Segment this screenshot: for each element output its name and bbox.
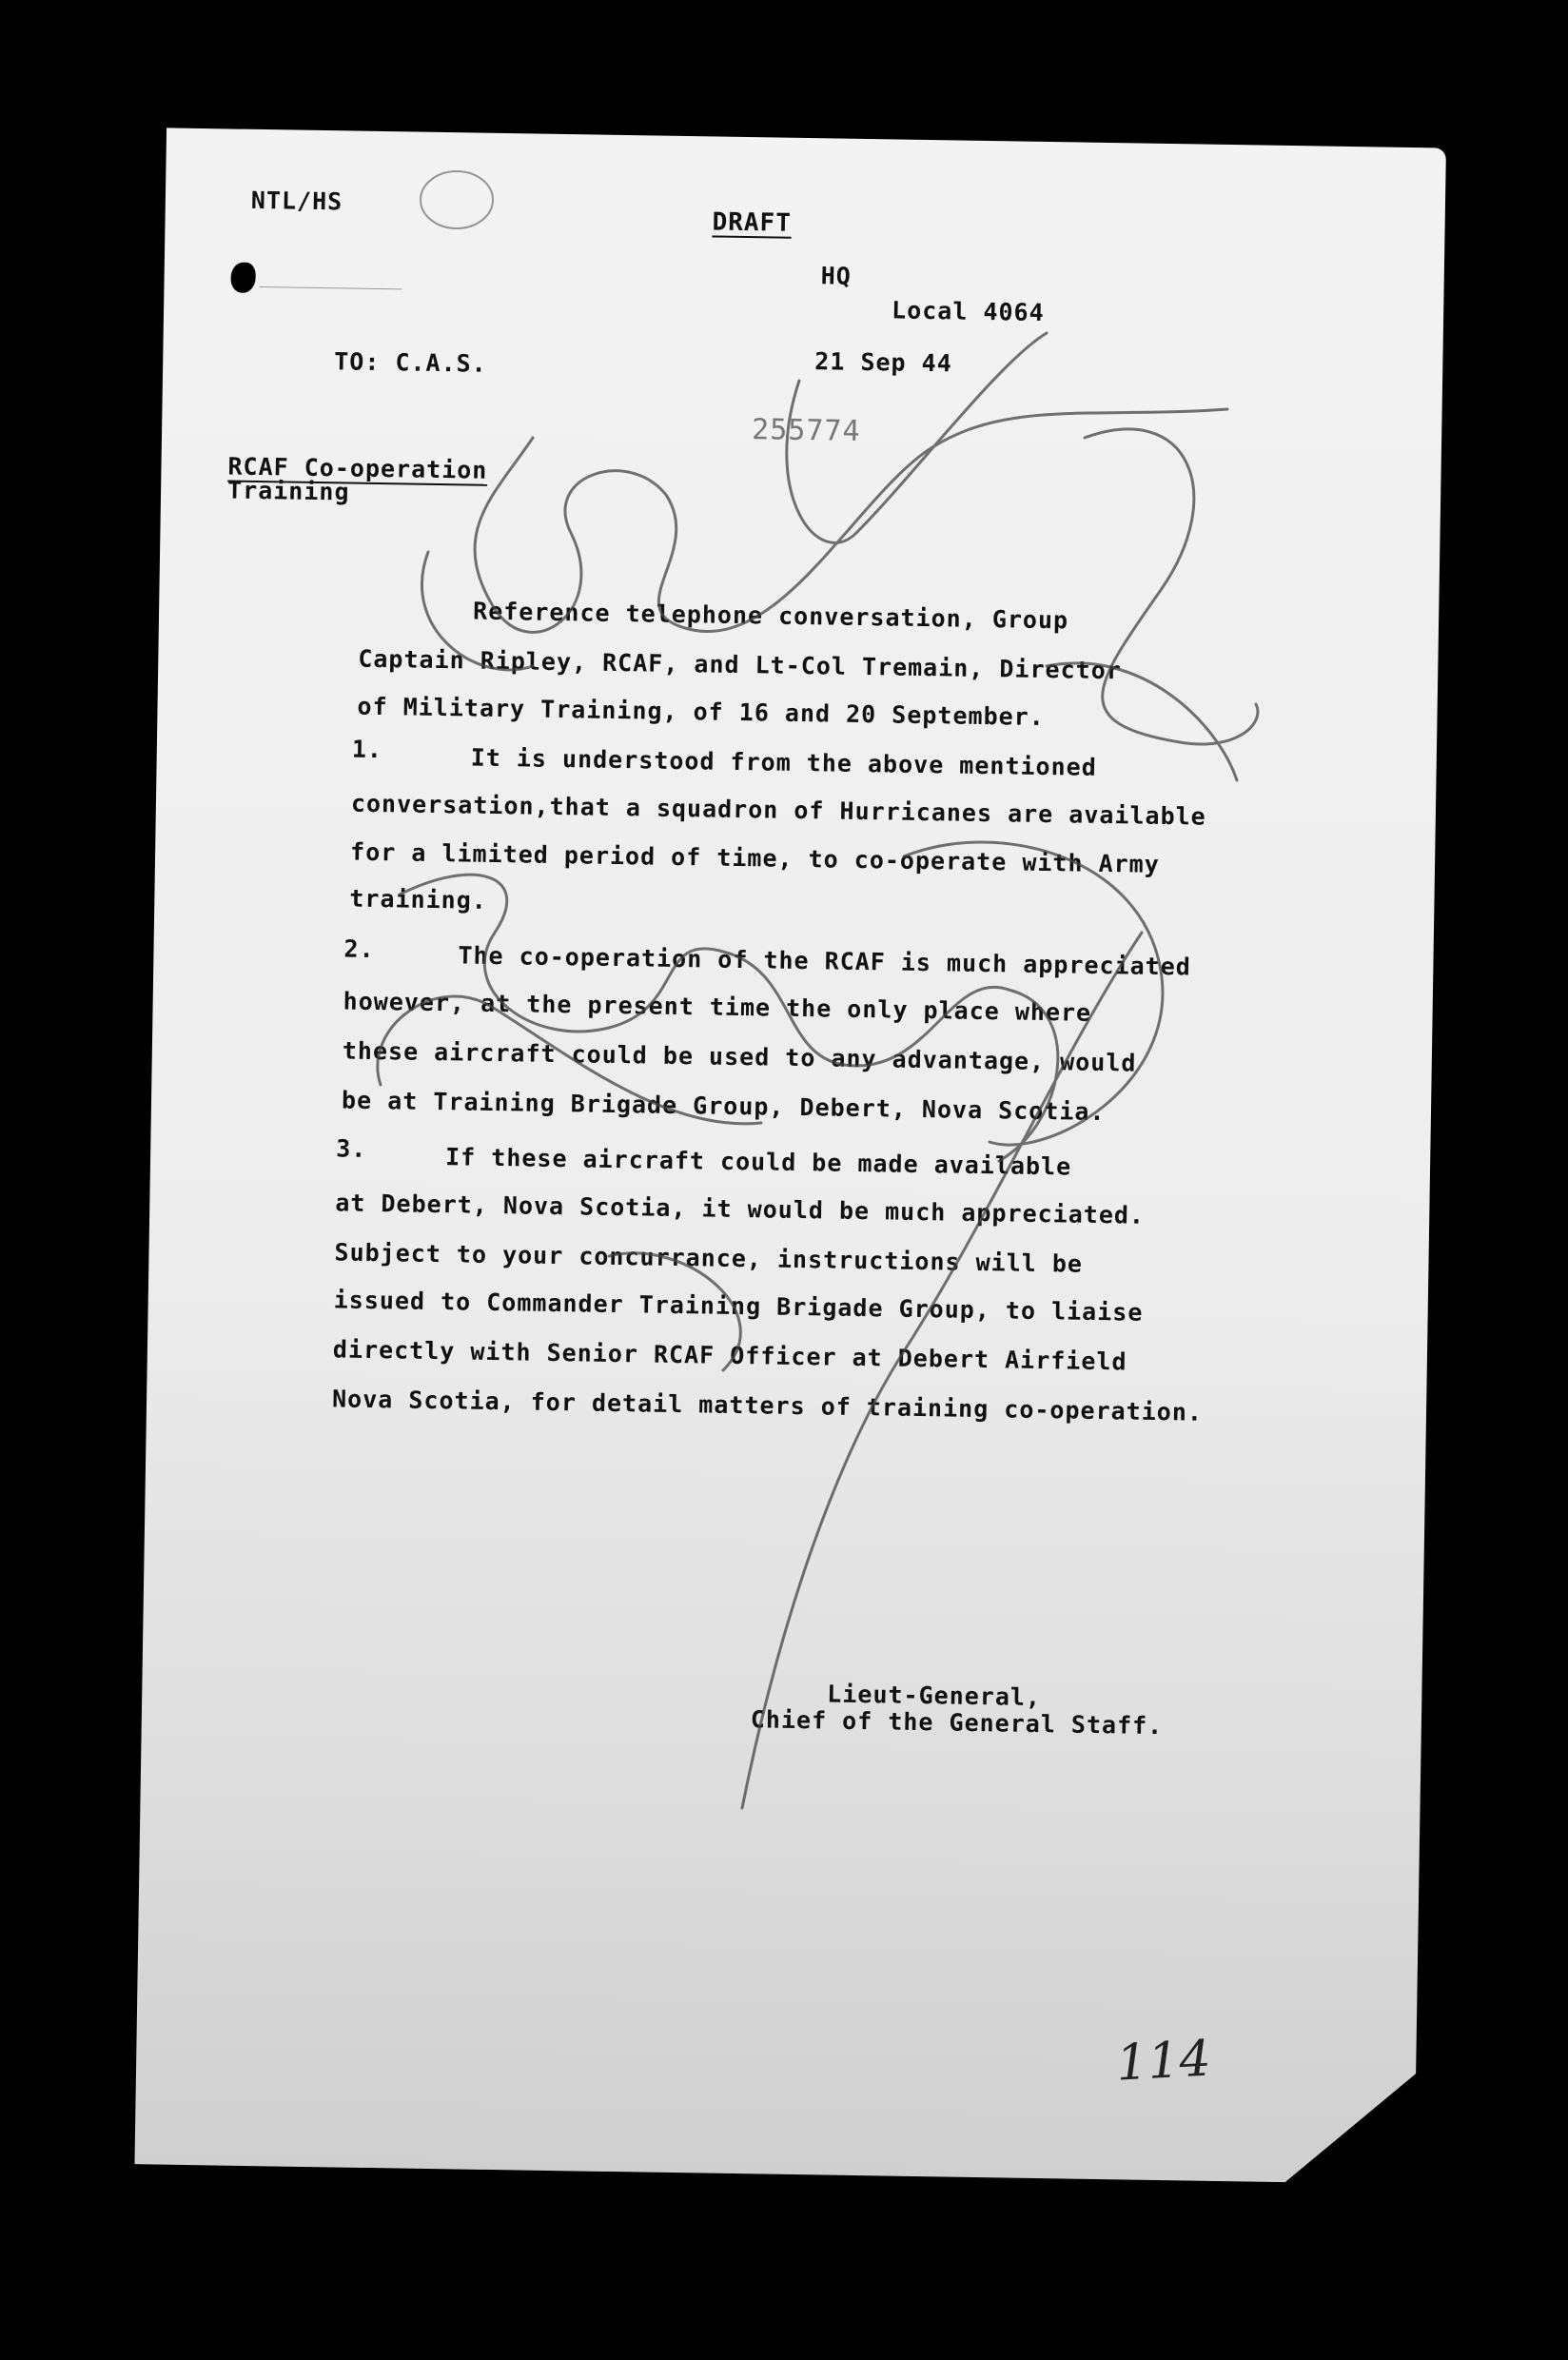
rule-line: [259, 286, 402, 289]
addressee: TO: C.A.S.: [334, 347, 487, 378]
para-2-line-2: however, at the present time the only place where: [343, 987, 1092, 1027]
para-3-line-1: If these aircraft could be made available: [444, 1143, 1072, 1181]
para-2-line-4: be at Training Brigade Group, Debert, Nova Scotia.: [341, 1086, 1106, 1127]
document-sheet: [134, 128, 1445, 2184]
local-extension: Local 4064: [891, 296, 1045, 326]
intro-line-2: Captain Ripley, RCAF, and Lt-Col Tremain, Director: [358, 644, 1123, 685]
para-3-number: 3.: [336, 1134, 367, 1163]
intro-line-3: of Military Training, of 16 and 20 September.: [357, 692, 1046, 732]
para-3-line-2: at Debert, Nova Scotia, it would be much appreciated.: [335, 1189, 1146, 1229]
subject-line-1: RCAF Co-operation: [227, 452, 488, 484]
para-2-line-3: these aircraft could be used to any advantage, would: [342, 1036, 1137, 1077]
intro-line-1: Reference telephone conversation, Group: [472, 597, 1069, 635]
reference-code: NTL/HS: [250, 186, 343, 216]
para-1-line-3: for a limited period of time, to co-operate with Army: [349, 837, 1161, 878]
para-2-line-1: The co-operation of the RCAF is much appreciated: [458, 941, 1192, 981]
stamp-number: 255774: [751, 413, 861, 448]
signature-rank: Lieut-General,: [827, 1680, 1042, 1712]
draft-heading: DRAFT: [712, 207, 793, 238]
document-date: 21 Sep 44: [814, 347, 952, 378]
para-1-line-4: training.: [349, 884, 488, 914]
para-2-number: 2.: [343, 934, 375, 963]
hq-label: HQ: [820, 262, 853, 290]
signature-title: Chief of the General Staff.: [750, 1705, 1164, 1740]
para-1-line-2: conversation,that a squadron of Hurricanes are available: [350, 789, 1206, 831]
para-3-line-3: Subject to your concurrance, instructions will be: [334, 1238, 1084, 1278]
handwritten-page-number: 114: [1114, 2030, 1213, 2093]
subject-line-2: Training: [226, 476, 350, 506]
para-3-line-4: issued to Commander Training Brigade Group, to liaise: [333, 1286, 1144, 1327]
para-3-line-5: directly with Senior RCAF Officer at Debert Airfield: [332, 1335, 1127, 1376]
para-1-number: 1.: [351, 735, 383, 764]
ink-blot: [230, 263, 255, 293]
para-3-line-6: Nova Scotia, for detail matters of training co-operation.: [331, 1385, 1204, 1426]
para-1-line-1: It is understood from the above mentioned: [470, 743, 1097, 781]
